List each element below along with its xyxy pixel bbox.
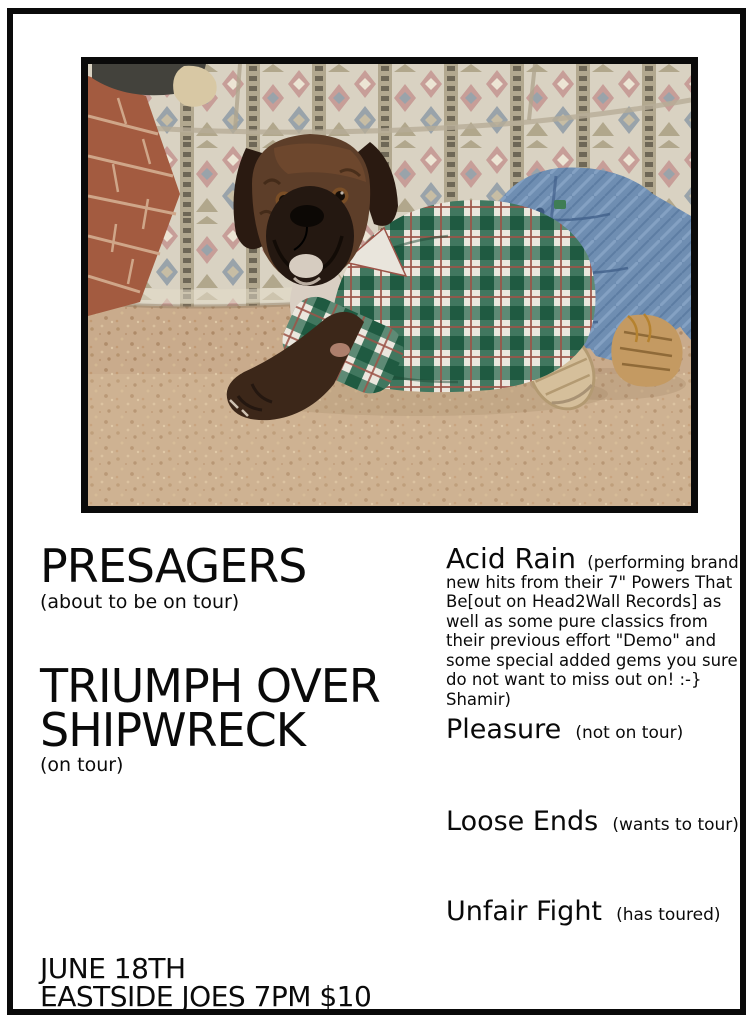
band-name: Acid Rain — [446, 542, 577, 575]
poster-border — [7, 8, 746, 1015]
band-note: (performing brand new hits from their 7" Powers That Be[out on Head2Wall Records] as well as some pure classics from their previous effort "Demo" and some special added gems you sure do not want to miss out on! :-} Shamir) — [446, 553, 739, 709]
photo-frame — [81, 57, 698, 513]
band-name: PRESAGERS — [40, 539, 307, 593]
band-block-pleasure — [446, 714, 748, 746]
band-block-triumph-over-shipwreck — [40, 659, 470, 777]
band-name: Loose Ends — [446, 806, 599, 837]
event-date: JUNE 18TH — [40, 952, 186, 985]
jeans-tag — [554, 200, 566, 209]
band-note: (has toured) — [616, 905, 721, 925]
band-note: (not on tour) — [575, 723, 684, 743]
dog-photo — [88, 64, 691, 506]
band-name: TRIUMPH OVER SHIPWRECK — [40, 659, 380, 757]
event-info — [40, 952, 372, 1013]
band-block-presagers — [40, 539, 470, 613]
band-note: (about to be on tour) — [40, 590, 240, 613]
band-note: (on tour) — [40, 754, 124, 777]
band-entry — [446, 542, 748, 709]
event-venue-time-price: EASTSIDE JOES 7PM $10 — [40, 980, 372, 1013]
band-block-unfair-fight — [446, 896, 748, 928]
band-name: Pleasure — [446, 714, 562, 745]
band-note: (wants to tour) — [612, 815, 739, 835]
band-block-loose-ends — [446, 806, 748, 838]
pink-spot — [330, 343, 350, 357]
band-name: Unfair Fight — [446, 896, 603, 927]
band-block-acid-rain — [446, 542, 748, 709]
